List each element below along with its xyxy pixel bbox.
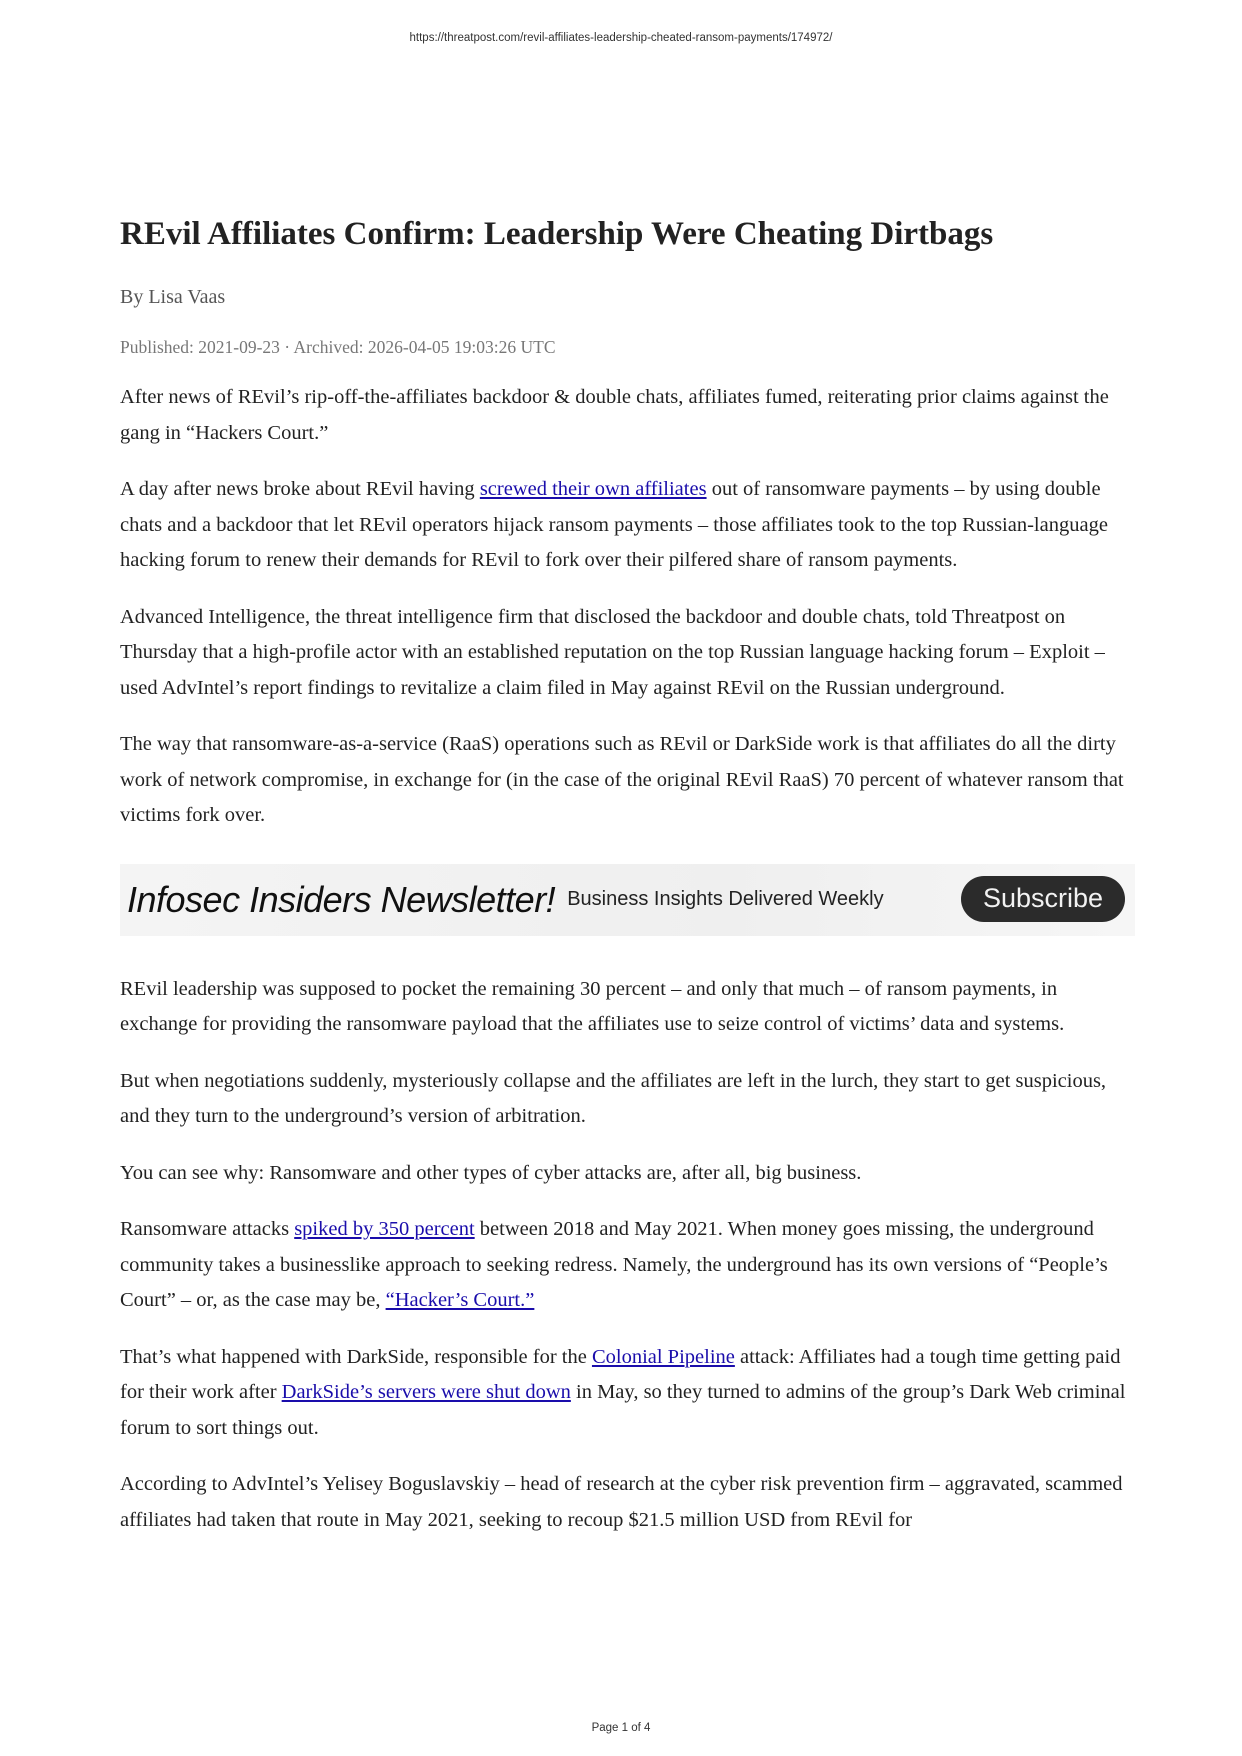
paragraph xyxy=(120,1340,1135,1447)
paragraph: You can see why: Ransomware and other types of cyber attacks are, after all, big business. xyxy=(120,1161,862,1184)
byline: By Lisa Vaas xyxy=(120,286,226,308)
paragraph: REvil leadership was supposed to pocket the remaining 30 percent – and only that much – of ransom payments, in exchange for providing the ransomware payload that the affiliates use to seize control of victims’ data and systems. xyxy=(120,977,1065,1035)
paragraph: After news of REvil’s rip-off-the-affiliates backdoor & double chats, affiliates fumed, reiterating prior claims against the gang in “Hackers Court.” xyxy=(120,386,1109,444)
text: attack: Affiliates had a tough time getting paid for their work after xyxy=(120,1345,1121,1403)
paragraph xyxy=(120,1212,1135,1319)
text: That’s what happened with DarkSide, responsible for the xyxy=(120,1345,592,1368)
page-number: Page 1 of 4 xyxy=(591,1722,651,1734)
text: Ransomware attacks xyxy=(120,1218,295,1240)
article xyxy=(120,212,1135,1559)
article-title: REvil Affiliates Confirm: Leadership Were Cheating Dirtbags xyxy=(120,216,994,252)
newsletter-banner[interactable] xyxy=(120,864,1135,936)
link-darkside-servers[interactable]: DarkSide’s servers were shut down xyxy=(281,1381,571,1403)
text: in May, so they turned to admins of the group’s Dark Web criminal forum to sort things out. xyxy=(120,1381,1126,1439)
paragraph: According to AdvIntel’s Yelisey Boguslavskiy – head of research at the cyber risk prevention firm – aggravated, scammed affiliates had taken that route in May 2021, seeking to recoup $21.5 million USD from REvil for xyxy=(120,1473,1123,1531)
link-spiked-350[interactable]: spiked by 350 percent xyxy=(294,1218,475,1240)
link-colonial-pipeline[interactable]: Colonial Pipeline xyxy=(591,1345,735,1368)
paragraph: But when negotiations suddenly, mysteriously collapse and the affiliates are left in the lurch, they start to get suspicious, and they turn to the underground’s version of arbitration. xyxy=(120,1069,1107,1127)
text: between 2018 and May 2021. When money goes missing, the underground community takes a businesslike approach to seeking redress. Namely, the underground has its own versions of “People’s Court” – or, as the case may be, xyxy=(120,1218,1108,1311)
link-screwed-affiliates[interactable]: screwed their own affiliates xyxy=(479,478,707,500)
text: out of ransomware payments – by using double chats and a backdoor that let REvil operators hijack ransom payments – those affiliates took to the top Russian-language hacking forum to renew their demands for REvil to fork over their pilfered share of ransom payments. xyxy=(120,478,1108,571)
paragraph xyxy=(120,472,1135,579)
banner-title: Infosec Insiders Newsletter! xyxy=(127,878,556,920)
paragraph: The way that ransomware-as-a-service (RaaS) operations such as REvil or DarkSide work is that affiliates do all the dirty work of network compromise, in exchange for (in the case of the original REvil RaaS) 70 percent of whatever ransom that victims fork over. xyxy=(120,733,1124,826)
page-url: https://threatpost.com/revil-affiliates-leadership-cheated-ransom-payments/174972/ xyxy=(409,32,833,44)
subscribe-button[interactable]: Subscribe xyxy=(961,876,1125,922)
paragraph: Advanced Intelligence, the threat intelligence firm that disclosed the backdoor and double chats, told Threatpost on Thursday that a high-profile actor with an established reputation on the top Russian language hacking forum – Exploit – used AdvIntel’s report findings to revitalize a claim filed in May against REvil on the Russian underground. xyxy=(120,605,1105,699)
link-hackers-court[interactable]: “Hacker’s Court.” xyxy=(385,1289,535,1311)
banner-subtitle: Business Insights Delivered Weekly xyxy=(567,888,884,910)
text: A day after news broke about REvil having xyxy=(120,478,480,500)
publish-meta: Published: 2021-09-23 · Archived: 2026-04-05 19:03:26 UTC xyxy=(120,337,556,357)
